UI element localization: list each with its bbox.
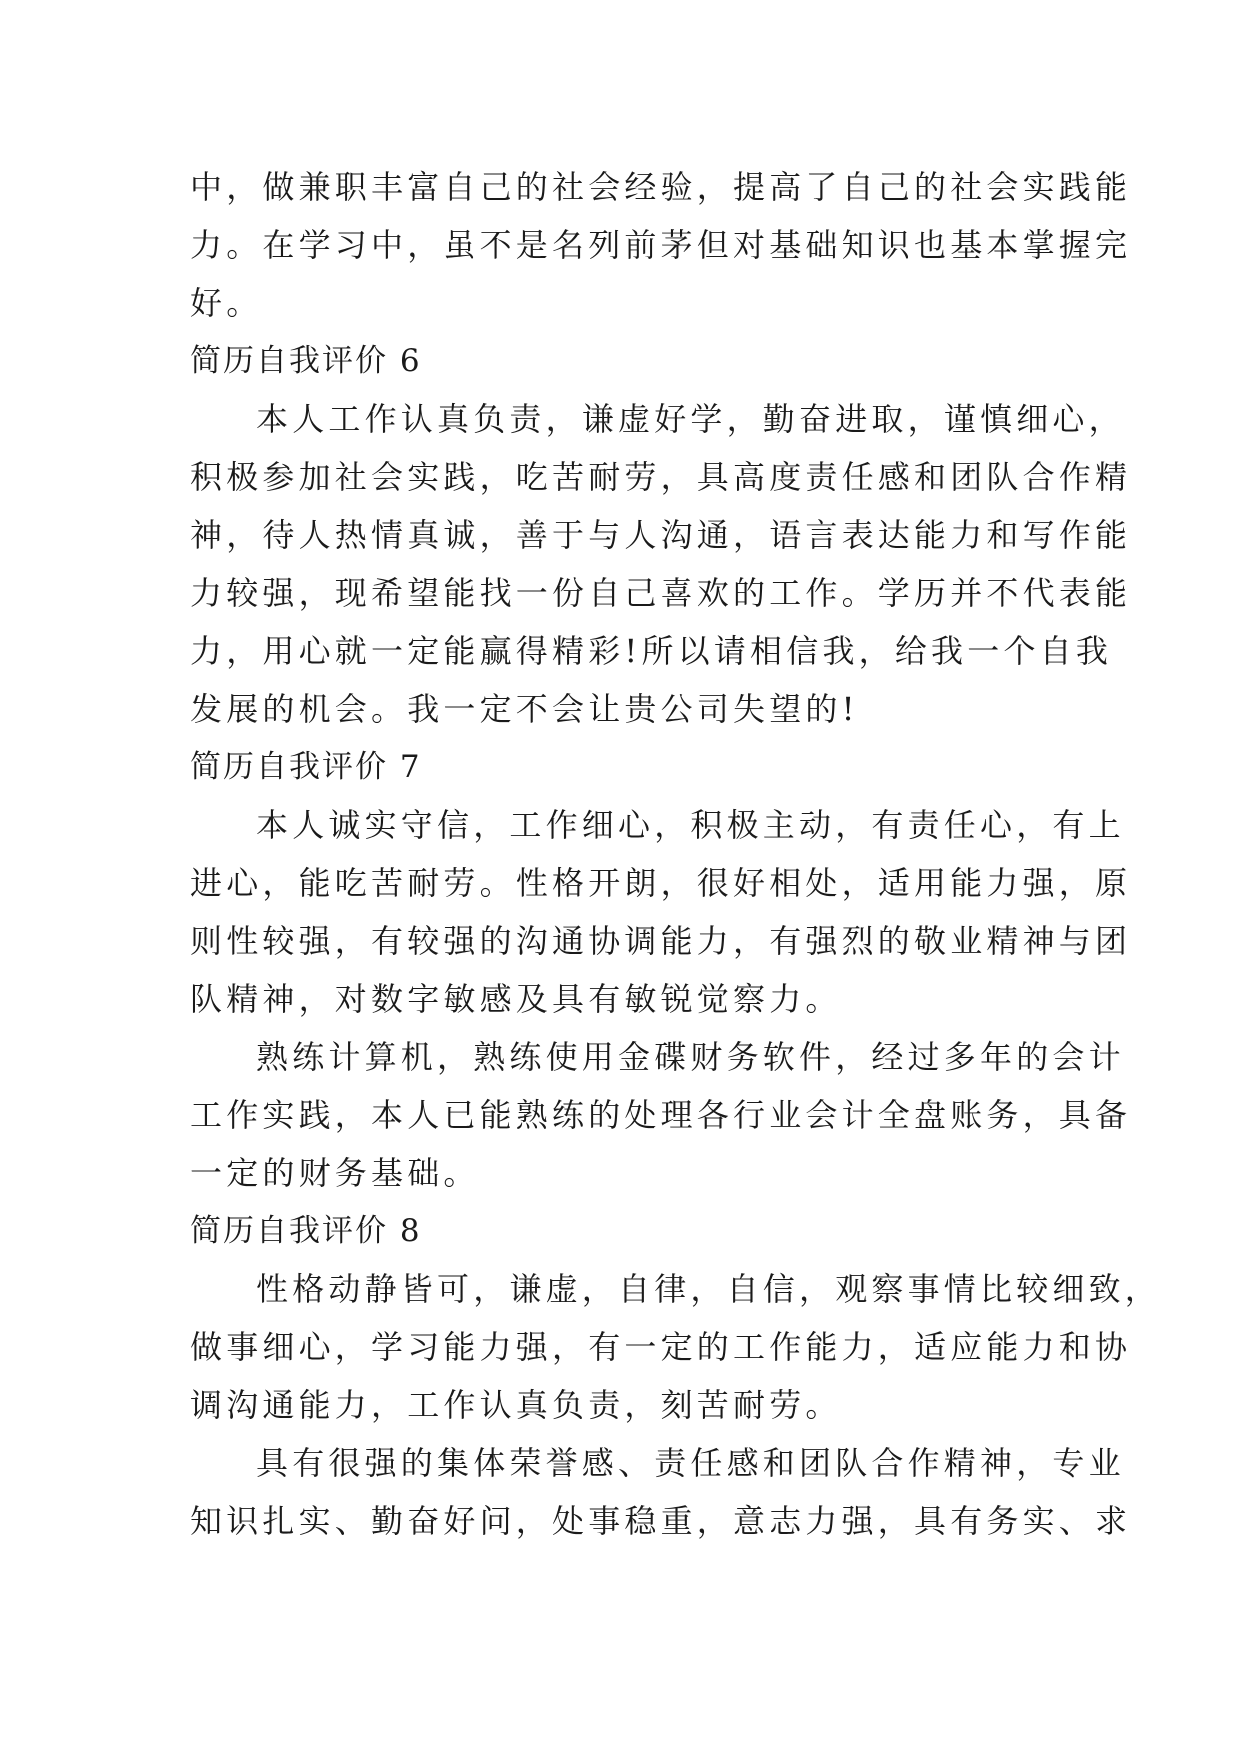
text-line: 神，待人热情真诚，善于与人沟通，语言表达能力和写作能 (190, 516, 1132, 554)
text-line: 则性较强，有较强的沟通协调能力，有强烈的敬业精神与团 (190, 922, 1132, 960)
text-line: 具有很强的集体荣誉感、责任感和团队合作精神，专业 (256, 1444, 1125, 1482)
text-line: 好。 (190, 284, 263, 322)
section-heading-7: 简历自我评价 7 (190, 749, 422, 785)
section-heading-8: 简历自我评价 8 (190, 1213, 422, 1249)
text-line: 工作实践，本人已能熟练的处理各行业会计全盘账务，具备 (190, 1096, 1132, 1134)
text-line: 知识扎实、勤奋好问，处事稳重，意志力强，具有务实、求 (190, 1502, 1132, 1540)
text-line: 力。在学习中，虽不是名列前茅但对基础知识也基本掌握完 (190, 226, 1132, 264)
document-body (190, 158, 1162, 1550)
text-line: 做事细心，学习能力强，有一定的工作能力，适应能力和协 (190, 1328, 1132, 1366)
text-line: 进心，能吃苦耐劳。性格开朗，很好相处，适用能力强，原 (190, 864, 1132, 902)
text-line: 中，做兼职丰富自己的社会经验，提高了自己的社会实践能 (190, 168, 1132, 206)
intro-paragraph (190, 158, 1132, 332)
text-line: 调沟通能力，工作认真负责，刻苦耐劳。 (190, 1386, 842, 1424)
section-heading-6: 简历自我评价 6 (190, 343, 422, 379)
section8-paragraph-1 (190, 1260, 1162, 1434)
section7-paragraph-1 (190, 796, 1132, 1028)
text-line: 队精神，对数字敏感及具有敏锐觉察力。 (190, 980, 842, 1018)
section8-paragraph-2 (190, 1434, 1132, 1550)
text-line: 力，用心就一定能赢得精彩!所以请相信我，给我一个自我 (190, 632, 1113, 670)
section7-paragraph-2 (190, 1028, 1132, 1202)
text-line: 本人工作认真负责，谦虚好学，勤奋进取，谨慎细心， (256, 400, 1125, 438)
text-line: 一定的财务基础。 (190, 1154, 480, 1192)
text-line: 本人诚实守信，工作细心，积极主动，有责任心，有上 (256, 806, 1125, 844)
text-line: 力较强，现希望能找一份自己喜欢的工作。学历并不代表能 (190, 574, 1132, 612)
text-line: 积极参加社会实践，吃苦耐劳，具高度责任感和团队合作精 (190, 458, 1132, 496)
text-line: 熟练计算机，熟练使用金碟财务软件，经过多年的会计 (256, 1038, 1125, 1076)
text-line: 发展的机会。我一定不会让贵公司失望的! (190, 690, 859, 728)
text-line: 性格动静皆可，谦虚，自律，自信，观察事情比较细致， (256, 1270, 1162, 1308)
section6-paragraph (190, 390, 1132, 738)
